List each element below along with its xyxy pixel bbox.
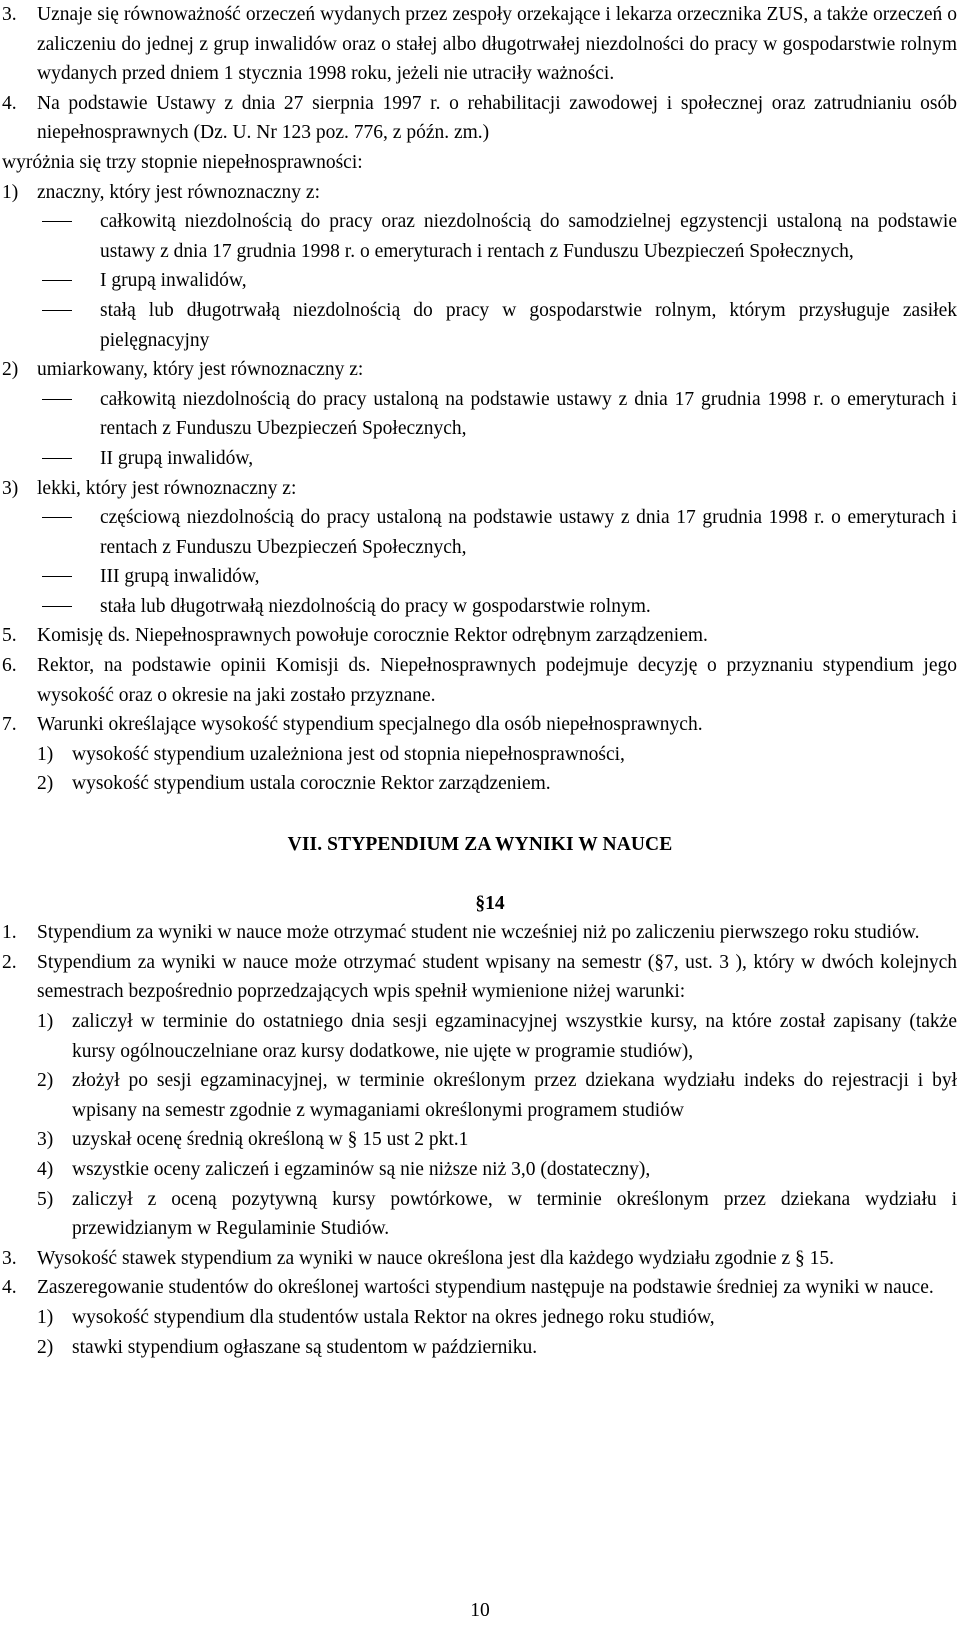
sub-item bbox=[0, 1303, 960, 1333]
item-number: 6. bbox=[2, 655, 17, 677]
item-text: lekki, który jest równoznaczny z: bbox=[37, 477, 297, 499]
dash-text: całkowitą niezdolnością do pracy oraz niezdolnością do samodzielnej egzystencji ustaloną na podstawie ustawy z dnia 17 grudnia 1998 r. o emeryturach i rentach z Funduszu Ubezpieczeń Społecznych, bbox=[100, 211, 957, 262]
item-number: 1) bbox=[37, 1306, 54, 1328]
item-text: stawki stypendium ogłaszane są studentom w październiku. bbox=[72, 1336, 538, 1358]
item-text: uzyskał ocenę średnią określoną w § 15 ust 2 pkt.1 bbox=[72, 1129, 469, 1151]
item-number: 1. bbox=[2, 922, 17, 944]
item-number: 3) bbox=[2, 477, 19, 499]
item-number: 3. bbox=[2, 4, 17, 25]
dash-item bbox=[0, 562, 960, 592]
item-number: 4. bbox=[2, 92, 17, 114]
item-number: 5) bbox=[37, 1188, 54, 1210]
dash-text: I grupą inwalidów, bbox=[100, 270, 247, 292]
item-number: 1) bbox=[37, 743, 54, 765]
dash-text: stała lub długotrwałą niezdolnością do pracy w gospodarstwie rolnym. bbox=[100, 595, 651, 617]
dash-bullet bbox=[42, 310, 72, 311]
dash-bullet bbox=[42, 458, 72, 459]
dash-text: II grupą inwalidów, bbox=[100, 447, 254, 469]
list-item-3b bbox=[0, 1244, 960, 1274]
item-text: zaliczył z oceną pozytywną kursy powtórkowe, w terminie określonym przez dziekana wydziału i przewidzianym w Regulaminie Studiów. bbox=[72, 1188, 957, 1240]
dash-bullet bbox=[42, 517, 72, 518]
item-text: złożył po sesji egzaminacyjnej, w terminie określonym przez dziekana wydziału indeks do rejestracji i był wpisany na semestr zgodnie z wymaganiami określonymi programem studiów bbox=[72, 1070, 957, 1121]
item-text: Wysokość stawek stypendium za wyniki w nauce określona jest dla każdego wydziału zgodnie z § 15. bbox=[37, 1247, 835, 1269]
item-number: 4) bbox=[37, 1158, 54, 1180]
dash-bullet bbox=[42, 280, 72, 281]
item-number: 1) bbox=[2, 181, 19, 203]
item-number: 2) bbox=[2, 359, 19, 381]
degree-item-3 bbox=[0, 474, 960, 504]
dash-bullet bbox=[42, 606, 72, 607]
item-text: Stypendium za wyniki w nauce może otrzymać student wpisany na semestr (§7, ust. 3 ), który w dwóch kolejnych semestrach bezpośrednio poprzedzających wpis spełnił wymienione niżej warunki: bbox=[37, 951, 957, 1003]
item-text: wysokość stypendium ustala corocznie Rektor zarządzeniem. bbox=[72, 773, 551, 795]
sub-item bbox=[0, 1066, 960, 1125]
degree-item-2 bbox=[0, 355, 960, 385]
item-text: Warunki określające wysokość stypendium specjalnego dla osób niepełnosprawnych. bbox=[37, 714, 703, 736]
list-item-4b bbox=[0, 1273, 960, 1303]
dash-item bbox=[0, 207, 960, 266]
list-item-7 bbox=[0, 710, 960, 740]
dash-text: III grupą inwalidów, bbox=[100, 566, 260, 588]
dash-item bbox=[0, 266, 960, 296]
dash-text: stałą lub długotrwałą niezdolnością do pracy w gospodarstwie rolnym, którym przysługuje zasiłek pielęgnacyjny bbox=[100, 299, 957, 351]
item-number: 2) bbox=[37, 773, 54, 795]
dash-text: częściową niezdolnością do pracy ustaloną na podstawie ustawy z dnia 17 grudnia 1998 r. o emeryturach i rentach z Funduszu Ubezpieczeń Społecznych, bbox=[100, 507, 957, 558]
item-number: 1) bbox=[37, 1011, 54, 1032]
item-number: 5. bbox=[2, 625, 17, 647]
dash-item bbox=[0, 296, 960, 355]
list-item-1 bbox=[0, 918, 960, 948]
list-item-5 bbox=[0, 621, 960, 651]
dash-bullet bbox=[42, 576, 72, 577]
page-number: 10 bbox=[470, 1600, 490, 1621]
item-text: Zaszeregowanie studentów do określonej wartości stypendium następuje na podstawie średniej za wyniki w nauce. bbox=[37, 1277, 934, 1299]
item-text: Stypendium za wyniki w nauce może otrzymać student nie wcześniej niż po zaliczeniu pierwszego roku studiów. bbox=[37, 922, 920, 944]
item-text: zaliczył w terminie do ostatniego dnia sesji egzaminacyjnej wszystkie kursy, na które został zapisany (także kursy ogólnouczelniane oraz kursy dodatkowe, nie ujęte w programie studiów), bbox=[72, 1011, 957, 1062]
item-number: 2. bbox=[2, 951, 17, 973]
item-number: 4. bbox=[2, 1277, 17, 1299]
sub-item bbox=[0, 769, 960, 799]
sub-item bbox=[0, 1185, 960, 1244]
list-item-6 bbox=[0, 651, 960, 710]
sub-item bbox=[0, 1125, 960, 1155]
sub-item bbox=[0, 1333, 960, 1363]
item-number: 7. bbox=[2, 714, 17, 736]
item-text: Na podstawie Ustawy z dnia 27 sierpnia 1997 r. o rehabilitacji zawodowej i społecznej oraz zatrudnianiu osób niepełnosprawnych (Dz. U. Nr 123 poz. 776, z późn. zm.) bbox=[37, 92, 957, 144]
item-text: znaczny, który jest równoznaczny z: bbox=[37, 181, 320, 203]
sub-item bbox=[0, 1007, 960, 1066]
item-number: 3. bbox=[2, 1247, 17, 1269]
item-text: wysokość stypendium dla studentów ustala Rektor na okres jednego roku studiów, bbox=[72, 1306, 715, 1328]
item-text: wysokość stypendium uzależniona jest od stopnia niepełnosprawności, bbox=[72, 743, 625, 765]
item-number: 2) bbox=[37, 1336, 54, 1358]
dash-bullet bbox=[42, 221, 72, 222]
dash-item bbox=[0, 592, 960, 622]
sub-item bbox=[0, 740, 960, 770]
item-number: 3) bbox=[37, 1129, 54, 1151]
degree-item-1 bbox=[0, 178, 960, 208]
paragraph-number: §14 bbox=[475, 892, 505, 914]
sub-item bbox=[0, 1155, 960, 1185]
dash-item bbox=[0, 503, 960, 562]
item-text: Uznaje się równoważność orzeczeń wydanych przez zespoły orzekające i lekarza orzecznika ZUS, a także orzeczeń o zaliczeniu do jednej z grup inwalidów oraz o stałej albo długotrwałej niezdolności do pracy w gospodarstwie rolnym wydanych przed dniem 1 stycznia 1998 roku, jeżeli nie utraciły ważności. bbox=[37, 4, 957, 85]
section-heading: VII. STYPENDIUM ZA WYNIKI W NAUCE bbox=[287, 834, 673, 856]
dash-bullet bbox=[42, 399, 72, 400]
item-text: Rektor, na podstawie opinii Komisji ds. Niepełnosprawnych podejmuje decyzję o przyznaniu stypendium jego wysokość oraz o okresie na jaki zostało przyznane. bbox=[37, 655, 957, 706]
item-number: 2) bbox=[37, 1070, 54, 1092]
item-continuation: wyróżnia się trzy stopnie niepełnosprawności: bbox=[2, 151, 363, 173]
dash-item bbox=[0, 444, 960, 474]
item-text: wszystkie oceny zaliczeń i egzaminów są nie niższe niż 3,0 (dostateczny), bbox=[72, 1158, 651, 1180]
list-item-2 bbox=[0, 948, 960, 1007]
item-text: umiarkowany, który jest równoznaczny z: bbox=[37, 359, 364, 381]
list-item-3 bbox=[0, 0, 960, 89]
list-item-4 bbox=[0, 89, 960, 148]
item-text: Komisję ds. Niepełnosprawnych powołuje corocznie Rektor odrębnym zarządzeniem. bbox=[37, 625, 708, 647]
dash-item bbox=[0, 385, 960, 444]
dash-text: całkowitą niezdolnością do pracy ustaloną na podstawie ustawy z dnia 17 grudnia 1998 r. o emeryturach i rentach z Funduszu Ubezpieczeń Społecznych, bbox=[100, 388, 957, 440]
